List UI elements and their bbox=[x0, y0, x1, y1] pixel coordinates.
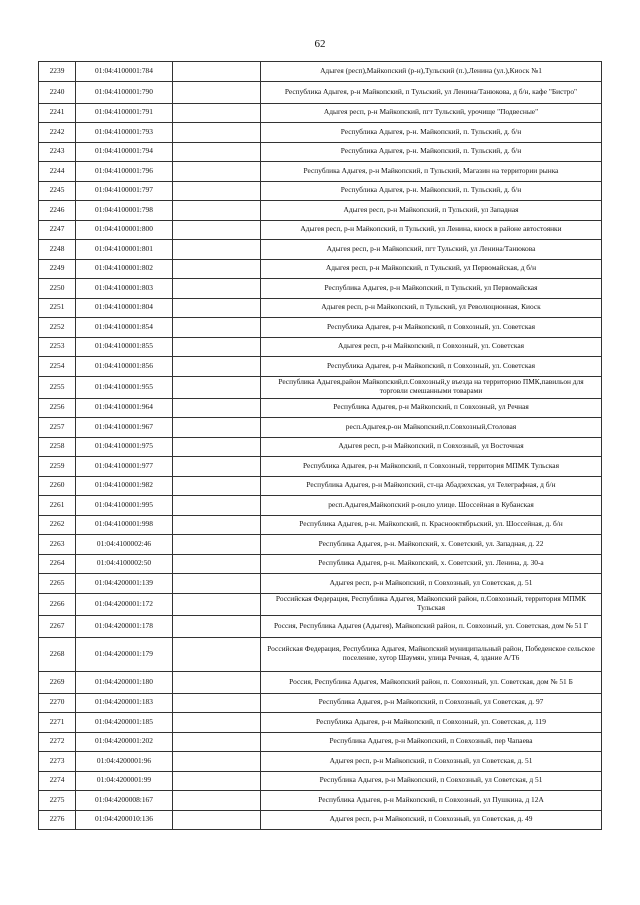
table-row bbox=[39, 574, 602, 594]
cadastral-number-cell: 01:04:4200001:139 bbox=[76, 574, 173, 594]
cadastral-number-cell: 01:04:4100001:803 bbox=[76, 279, 173, 299]
address-cell: Российская Федерация, Республика Адыгея, Майкопский район, п.Совхозный, территория МПМК Тульская bbox=[261, 593, 602, 615]
row-number-cell: 2269 bbox=[39, 671, 76, 693]
address-cell: Республика Адыгея, р-н Майкопский, п Совхозный, ул. Советская, д. 119 bbox=[261, 713, 602, 733]
table-row bbox=[39, 298, 602, 318]
empty-cell bbox=[173, 496, 261, 516]
row-number-cell: 2273 bbox=[39, 752, 76, 772]
cadastral-number-cell: 01:04:4200001:202 bbox=[76, 732, 173, 752]
cadastral-number-cell: 01:04:4100001:955 bbox=[76, 376, 173, 398]
empty-cell bbox=[173, 181, 261, 201]
address-cell: Адыгея респ, р-н Майкопский, п Совхозный, ул Советская, д. 49 bbox=[261, 810, 602, 830]
table-row bbox=[39, 279, 602, 299]
address-cell: Адыгея респ, р-н Майкопский, п Тульский, ул Ленина, киоск в районе автостоянки bbox=[261, 220, 602, 240]
address-cell: Республика Адыгея, р-н Майкопский, п Совхозный, ул Советская, д 51 bbox=[261, 771, 602, 791]
cadastral-number-cell: 01:04:4100001:784 bbox=[76, 62, 173, 82]
row-number-cell: 2239 bbox=[39, 62, 76, 82]
empty-cell bbox=[173, 298, 261, 318]
empty-cell bbox=[173, 476, 261, 496]
empty-cell bbox=[173, 259, 261, 279]
address-cell: Адыгея респ, р-н Майкопский, п Совхозный, ул Восточная bbox=[261, 437, 602, 457]
empty-cell bbox=[173, 671, 261, 693]
table-row bbox=[39, 201, 602, 221]
table-row bbox=[39, 515, 602, 535]
empty-cell bbox=[173, 162, 261, 182]
empty-cell bbox=[173, 810, 261, 830]
address-cell: Республика Адыгея, р-н. Майкопский, п. Тульский, д. б/н bbox=[261, 142, 602, 162]
empty-cell bbox=[173, 437, 261, 457]
cadastral-number-cell: 01:04:4100001:964 bbox=[76, 398, 173, 418]
address-cell: Республика Адыгея, р-н. Майкопский, п. Краснооктябрьский, ул. Шоссейная, д. б/н bbox=[261, 515, 602, 535]
address-cell: Республика Адыгея, р-н. Майкопский, п. Тульский, д. б/н bbox=[261, 181, 602, 201]
table-row bbox=[39, 693, 602, 713]
cadastral-number-cell: 01:04:4100001:998 bbox=[76, 515, 173, 535]
cadastral-number-cell: 01:04:4100001:856 bbox=[76, 357, 173, 377]
empty-cell bbox=[173, 752, 261, 772]
row-number-cell: 2263 bbox=[39, 535, 76, 555]
table-row bbox=[39, 418, 602, 438]
empty-cell bbox=[173, 515, 261, 535]
empty-cell bbox=[173, 240, 261, 260]
empty-cell bbox=[173, 220, 261, 240]
row-number-cell: 2253 bbox=[39, 337, 76, 357]
row-number-cell: 2262 bbox=[39, 515, 76, 535]
registry-table bbox=[38, 61, 602, 830]
table-row bbox=[39, 318, 602, 338]
table-row bbox=[39, 376, 602, 398]
address-cell: Российская Федерация, Республика Адыгея, Майкопский муниципальный район, Победенское сельское поселение, хутор Шаумян, улица Речная, 4, здание А/Т6 bbox=[261, 637, 602, 671]
cadastral-number-cell: 01:04:4100001:804 bbox=[76, 298, 173, 318]
empty-cell bbox=[173, 554, 261, 574]
page-number: 62 bbox=[314, 38, 326, 50]
cadastral-number-cell: 01:04:4100001:791 bbox=[76, 103, 173, 123]
cadastral-number-cell: 01:04:4200001:178 bbox=[76, 615, 173, 637]
address-cell: Россия, Республика Адыгея, Майкопский район, п. Совхозный, ул. Советская, дом № 51 Б bbox=[261, 671, 602, 693]
row-number-cell: 2271 bbox=[39, 713, 76, 733]
row-number-cell: 2264 bbox=[39, 554, 76, 574]
table-row bbox=[39, 476, 602, 496]
table-row bbox=[39, 142, 602, 162]
cadastral-number-cell: 01:04:4100002:50 bbox=[76, 554, 173, 574]
row-number-cell: 2246 bbox=[39, 201, 76, 221]
row-number-cell: 2265 bbox=[39, 574, 76, 594]
row-number-cell: 2252 bbox=[39, 318, 76, 338]
address-cell: Россия, Республика Адыгея (Адыгея), Майкопский район, п. Совхозный, ул. Советская, дом № 51 Г bbox=[261, 615, 602, 637]
empty-cell bbox=[173, 615, 261, 637]
row-number-cell: 2258 bbox=[39, 437, 76, 457]
empty-cell bbox=[173, 713, 261, 733]
address-cell: респ.Адыгея,р-он Майкопский,п.Совхозный,Столовая bbox=[261, 418, 602, 438]
row-number-cell: 2241 bbox=[39, 103, 76, 123]
cadastral-number-cell: 01:04:4200001:99 bbox=[76, 771, 173, 791]
table-row bbox=[39, 713, 602, 733]
table-row bbox=[39, 259, 602, 279]
empty-cell bbox=[173, 337, 261, 357]
table-row bbox=[39, 62, 602, 82]
cadastral-number-cell: 01:04:4100001:854 bbox=[76, 318, 173, 338]
cadastral-number-cell: 01:04:4100001:977 bbox=[76, 457, 173, 477]
row-number-cell: 2250 bbox=[39, 279, 76, 299]
row-number-cell: 2274 bbox=[39, 771, 76, 791]
empty-cell bbox=[173, 318, 261, 338]
empty-cell bbox=[173, 103, 261, 123]
table-row bbox=[39, 220, 602, 240]
table-row bbox=[39, 81, 602, 103]
table-row bbox=[39, 240, 602, 260]
row-number-cell: 2247 bbox=[39, 220, 76, 240]
table-row bbox=[39, 123, 602, 143]
cadastral-number-cell: 01:04:4100001:982 bbox=[76, 476, 173, 496]
row-number-cell: 2267 bbox=[39, 615, 76, 637]
table-row bbox=[39, 457, 602, 477]
address-cell: Адыгея респ, р-н Майкопский, п Совхозный, ул. Советская bbox=[261, 337, 602, 357]
table-row bbox=[39, 437, 602, 457]
row-number-cell: 2261 bbox=[39, 496, 76, 516]
row-number-cell: 2243 bbox=[39, 142, 76, 162]
empty-cell bbox=[173, 574, 261, 594]
address-cell: Республика Адыгея, р-н. Майкопский, х. Советский, ул. Ленина, д. 30-а bbox=[261, 554, 602, 574]
row-number-cell: 2242 bbox=[39, 123, 76, 143]
address-cell: Республика Адыгея, р-н. Майкопский, п. Тульский, д. б/н bbox=[261, 123, 602, 143]
cadastral-number-cell: 01:04:4100001:796 bbox=[76, 162, 173, 182]
cadastral-number-cell: 01:04:4100001:797 bbox=[76, 181, 173, 201]
address-cell: Адыгея (респ),Майкопский (р-н),Тульский (п.),Ленина (ул.),Киоск №1 bbox=[261, 62, 602, 82]
row-number-cell: 2249 bbox=[39, 259, 76, 279]
table-row bbox=[39, 593, 602, 615]
empty-cell bbox=[173, 376, 261, 398]
empty-cell bbox=[173, 398, 261, 418]
empty-cell bbox=[173, 771, 261, 791]
empty-cell bbox=[173, 62, 261, 82]
address-cell: Республика Адыгея, р-н Майкопский, п Совхозный, ул Пушкина, д 12А bbox=[261, 791, 602, 811]
row-number-cell: 2268 bbox=[39, 637, 76, 671]
registry-table-body bbox=[39, 62, 602, 830]
address-cell: Республика Адыгея,район Майкопский,п.Совхозный,у въезда на территорию ПМК,павильон для торговли смешанными товарами bbox=[261, 376, 602, 398]
cadastral-number-cell: 01:04:4200001:179 bbox=[76, 637, 173, 671]
address-cell: Республика Адыгея, р-н Майкопский, п Совхозный, ул. Советская bbox=[261, 357, 602, 377]
cadastral-number-cell: 01:04:4100002:46 bbox=[76, 535, 173, 555]
address-cell: Адыгея респ, р-н Майкопский, п Тульский, ул Первомайская, д б/н bbox=[261, 259, 602, 279]
cadastral-number-cell: 01:04:4200010:136 bbox=[76, 810, 173, 830]
row-number-cell: 2244 bbox=[39, 162, 76, 182]
cadastral-number-cell: 01:04:4100001:855 bbox=[76, 337, 173, 357]
empty-cell bbox=[173, 201, 261, 221]
address-cell: Адыгея респ, р-н Майкопский, пгт Тульский, ул Ленина/Танюкова bbox=[261, 240, 602, 260]
row-number-cell: 2251 bbox=[39, 298, 76, 318]
table-row bbox=[39, 732, 602, 752]
address-cell: Адыгея респ, р-н Майкопский, п Тульский, ул Западная bbox=[261, 201, 602, 221]
table-row bbox=[39, 752, 602, 772]
empty-cell bbox=[173, 732, 261, 752]
cadastral-number-cell: 01:04:4100001:967 bbox=[76, 418, 173, 438]
cadastral-number-cell: 01:04:4200001:180 bbox=[76, 671, 173, 693]
empty-cell bbox=[173, 123, 261, 143]
address-cell: Республика Адыгея, р-н Майкопский, п Совхозный, пер Чапаева bbox=[261, 732, 602, 752]
cadastral-number-cell: 01:04:4100001:798 bbox=[76, 201, 173, 221]
cadastral-number-cell: 01:04:4100001:802 bbox=[76, 259, 173, 279]
table-row bbox=[39, 554, 602, 574]
row-number-cell: 2256 bbox=[39, 398, 76, 418]
cadastral-number-cell: 01:04:4200001:172 bbox=[76, 593, 173, 615]
cadastral-number-cell: 01:04:4100001:793 bbox=[76, 123, 173, 143]
cadastral-number-cell: 01:04:4100001:794 bbox=[76, 142, 173, 162]
empty-cell bbox=[173, 418, 261, 438]
table-row bbox=[39, 791, 602, 811]
empty-cell bbox=[173, 81, 261, 103]
empty-cell bbox=[173, 791, 261, 811]
table-row bbox=[39, 357, 602, 377]
table-row bbox=[39, 103, 602, 123]
row-number-cell: 2266 bbox=[39, 593, 76, 615]
row-number-cell: 2248 bbox=[39, 240, 76, 260]
cadastral-number-cell: 01:04:4100001:801 bbox=[76, 240, 173, 260]
address-cell: Адыгея респ, р-н Майкопский, п Тульский, ул Революционная, Киоск bbox=[261, 298, 602, 318]
row-number-cell: 2270 bbox=[39, 693, 76, 713]
table-row bbox=[39, 398, 602, 418]
row-number-cell: 2260 bbox=[39, 476, 76, 496]
row-number-cell: 2259 bbox=[39, 457, 76, 477]
cadastral-number-cell: 01:04:4100001:975 bbox=[76, 437, 173, 457]
cadastral-number-cell: 01:04:4200001:183 bbox=[76, 693, 173, 713]
address-cell: Республика Адыгея, р-н Майкопский, п Совхозный, ул. Советская bbox=[261, 318, 602, 338]
table-row bbox=[39, 337, 602, 357]
empty-cell bbox=[173, 457, 261, 477]
empty-cell bbox=[173, 693, 261, 713]
address-cell: Адыгея респ, р-н Майкопский, п Совхозный, ул Советская, д. 51 bbox=[261, 752, 602, 772]
row-number-cell: 2255 bbox=[39, 376, 76, 398]
cadastral-number-cell: 01:04:4100001:790 bbox=[76, 81, 173, 103]
row-number-cell: 2240 bbox=[39, 81, 76, 103]
table-row bbox=[39, 162, 602, 182]
address-cell: Республика Адыгея, р-н Майкопский, ст-ца Абадзехская, ул Телеграфная, д б/н bbox=[261, 476, 602, 496]
address-cell: Адыгея респ, р-н Майкопский, п Совхозный, ул Советская, д. 51 bbox=[261, 574, 602, 594]
address-cell: респ.Адыгея,Майкопский р-он,по улице. Шоссейная в Кубанская bbox=[261, 496, 602, 516]
cadastral-number-cell: 01:04:4200001:96 bbox=[76, 752, 173, 772]
table-row bbox=[39, 181, 602, 201]
row-number-cell: 2245 bbox=[39, 181, 76, 201]
address-cell: Республика Адыгея, р-н Майкопский, п Совхозный, территория МПМК Тульская bbox=[261, 457, 602, 477]
address-cell: Республика Адыгея, р-н Майкопский, п Тульский, Магазин на территории рынка bbox=[261, 162, 602, 182]
row-number-cell: 2257 bbox=[39, 418, 76, 438]
address-cell: Республика Адыгея, р-н Майкопский, п Совхозный, ул Речная bbox=[261, 398, 602, 418]
table-row bbox=[39, 615, 602, 637]
table-row bbox=[39, 637, 602, 671]
empty-cell bbox=[173, 637, 261, 671]
address-cell: Республика Адыгея, р-н Майкопский, п Совхозный, ул Советская, д. 97 bbox=[261, 693, 602, 713]
table-row bbox=[39, 671, 602, 693]
row-number-cell: 2272 bbox=[39, 732, 76, 752]
empty-cell bbox=[173, 357, 261, 377]
empty-cell bbox=[173, 535, 261, 555]
cadastral-number-cell: 01:04:4100001:995 bbox=[76, 496, 173, 516]
address-cell: Республика Адыгея, р-н. Майкопский, х. Советский, ул. Западная, д. 22 bbox=[261, 535, 602, 555]
empty-cell bbox=[173, 142, 261, 162]
address-cell: Республика Адыгея, р-н Майкопский, п Тульский, ул Первомайская bbox=[261, 279, 602, 299]
row-number-cell: 2276 bbox=[39, 810, 76, 830]
table-row bbox=[39, 535, 602, 555]
table-row bbox=[39, 771, 602, 791]
row-number-cell: 2275 bbox=[39, 791, 76, 811]
table-row bbox=[39, 810, 602, 830]
empty-cell bbox=[173, 593, 261, 615]
cadastral-number-cell: 01:04:4200001:185 bbox=[76, 713, 173, 733]
table-row bbox=[39, 496, 602, 516]
address-cell: Республика Адыгея, р-н Майкопский, п Тульский, ул Ленина/Танюкова, д б/н, кафе "Бистро" bbox=[261, 81, 602, 103]
cadastral-number-cell: 01:04:4100001:800 bbox=[76, 220, 173, 240]
address-cell: Адыгея респ, р-н Майкопский, пгт Тульский, урочище "Подвесные" bbox=[261, 103, 602, 123]
cadastral-number-cell: 01:04:4200008:167 bbox=[76, 791, 173, 811]
row-number-cell: 2254 bbox=[39, 357, 76, 377]
empty-cell bbox=[173, 279, 261, 299]
